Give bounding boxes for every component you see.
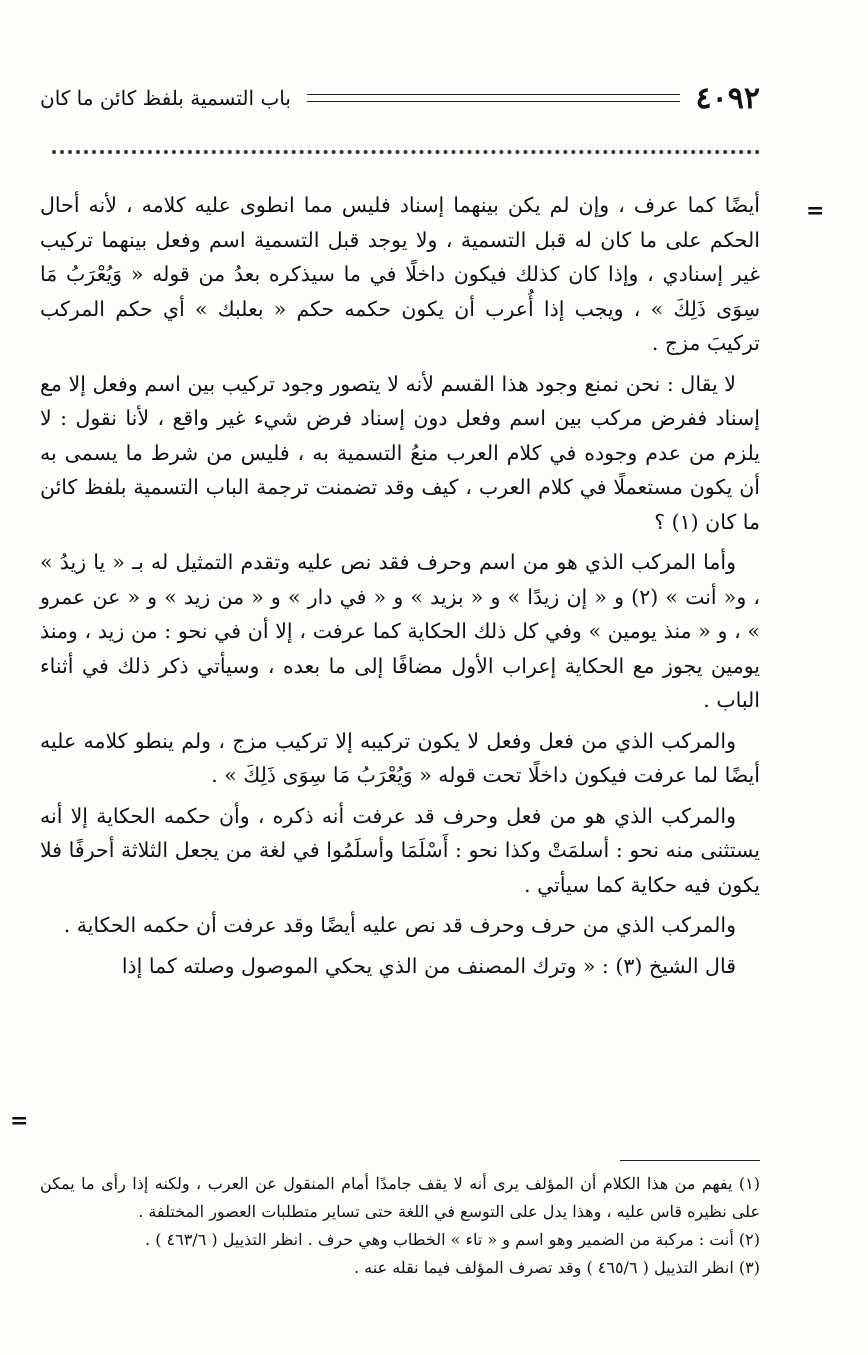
footnotes <box>40 1170 760 1282</box>
paragraph: والمركب الذي هو من فعل وحرف قد عرفت أنه ذكره ، وأن حكمه الحكاية إلا أنه يستثنى منه نحو : أسلمَتْ وكذا نحو : أَسْلَمَا وأسلَمُوا في لغة من يجعل الثلاثة أحرفًا فلا يكون فيه حكاية كما سيأتي . <box>40 803 760 897</box>
chapter-title: باب التسمية بلفظ كائن ما كان <box>40 86 291 110</box>
paragraph: والمركب الذي من فعل وفعل لا يكون تركيبه إلا تركيب مزج ، ولم ينطو كلامه عليه أيضًا لما عرفت فيكون داخلًا تحت قوله « وَيُعْرَبُ مَا سِوَى ذَلِكَ » . <box>40 728 760 787</box>
paragraph: والمركب الذي من حرف وحرف قد نص عليه أيضًا وقد عرفت أن حكمه الحكاية . <box>63 913 736 937</box>
page-number: ٤٠٩٢ <box>695 80 760 116</box>
header-double-rule <box>307 94 680 102</box>
footnote: (٢) أنت : مركبة من الضمير وهو اسم و « تاء » الخطاب وهي حرف . انظر التذييل ( ٤٦٣/٦ ) . <box>145 1230 760 1249</box>
main-text <box>40 188 760 989</box>
footnote: (٣) انظر التذييل ( ٤٦٥/٦ ) وقد تصرف المؤلف فيما نقله عنه . <box>353 1258 760 1277</box>
running-header <box>40 78 760 118</box>
dotted-separator <box>52 150 760 154</box>
footnote: (١) يفهم من هذا الكلام أن المؤلف يرى أنه لا يقف جامدًا أمام المنقول عن العرب ، ولكنه إذا رأى ما يمكن على نظيره قاس عليه ، وهذا يدل على التوسع في اللغة حتى تساير متطلبات العصور المختلفة . <box>40 1174 761 1221</box>
paragraph: أيضًا كما عرف ، وإن لم يكن بينهما إسناد فليس مما انطوى عليه كلامه ، لأنه أحال الحكم على ما كان له قبل التسمية ، ولا يوجد قبل التسمية اسم وفعل بينهما تركيب غير إسنادي ، وإذا كان كذلك فيكون داخلًا في ما سيذكره بعدُ من قوله « وَيُعْرَبُ مَا سِوَى ذَلِكَ » ، ويجب إذا أُعرب أن يكون حكمه حكم « بعلبك » أي حكم المركب تركيبَ مزج . <box>40 193 760 355</box>
continuation-mark-start: = <box>806 198 825 224</box>
paragraph: لا يقال : نحن نمنع وجود هذا القسم لأنه لا يتصور وجود تركيب بين اسم وفعل إلا مع إسناد ففرض مركب بين اسم وفعل دون إسناد فرض شيء غير واقع ، لأنا نقول : لا يلزم من عدم وجوده في كلام العرب منعُ التسمية به ، فليس من شرط ما يسمى به أن يكون مستعملًا في كلام العرب ، كيف وقد تضمنت ترجمة الباب التسمية بلفظ كائن ما كان (١) ؟ <box>40 371 760 534</box>
continuation-mark-end: = <box>10 1108 29 1134</box>
footnote-separator <box>620 1160 760 1161</box>
paragraph: قال الشيخ (٣) : « وترك المصنف من الذي يحكي الموصول وصلته كما إذا <box>121 953 736 978</box>
paragraph: وأما المركب الذي هو من اسم وحرف فقد نص عليه وتقدم التمثيل له بـ « يا زيدُ » ، و« أنت » (٢) و « إن زيدًا » و « بزيد » و « في دار » و « من زيد » و « عن عمرو » ، و « منذ يومين » وفي كل ذلك الحكاية كما عرفت ، إلا أن في نحو : من زيد ، ومنذ يومين يجوز مع الحكاية إعراب الأول مضافًا إلى ما بعده ، وسيأتي ذكر ذلك في أثناء الباب . <box>40 550 760 712</box>
